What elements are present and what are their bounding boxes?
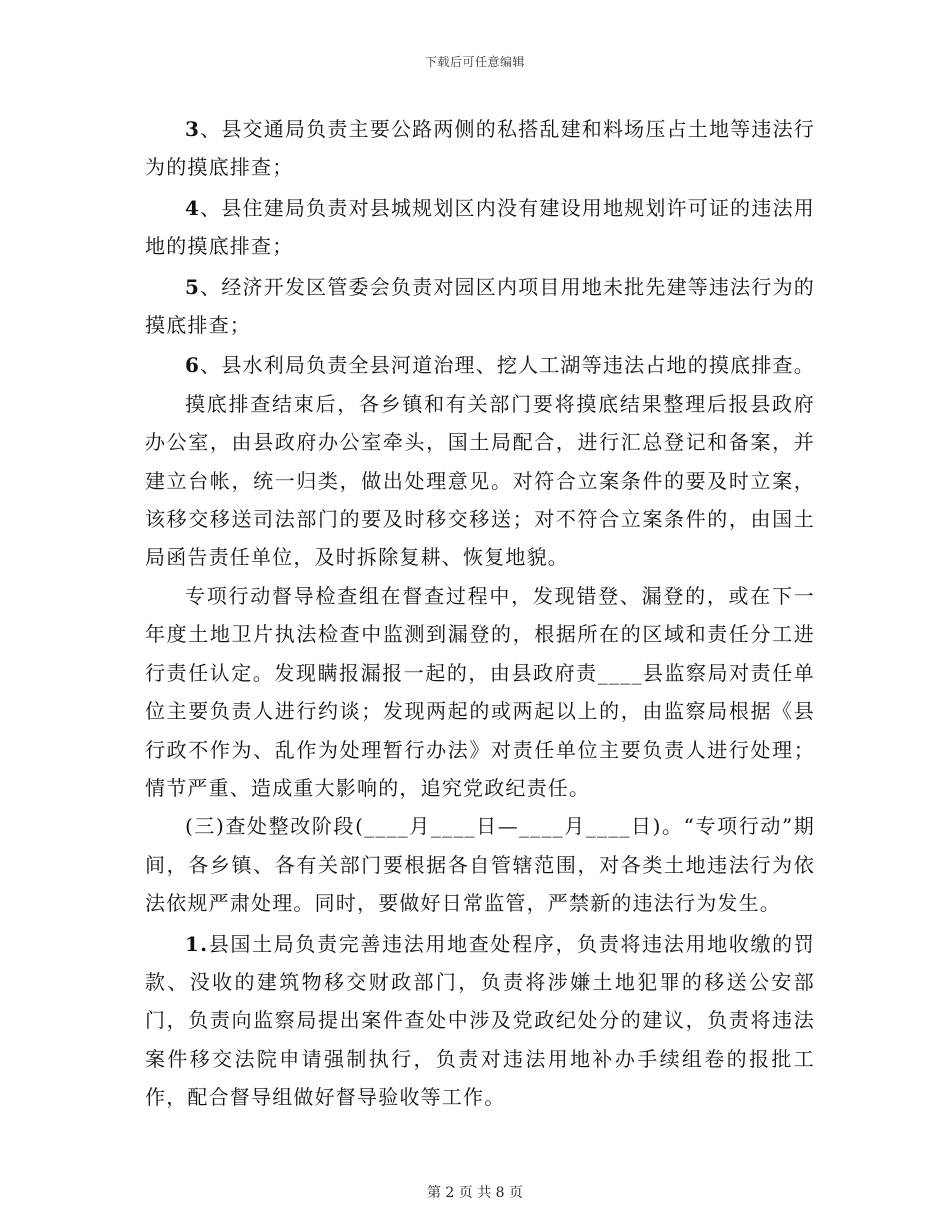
paragraph-text: 、县住建局负责对县城规划区内没有建设用地规划许可证的违法用地的摸底排查； (145, 195, 815, 259)
item-number: 4 (185, 195, 201, 220)
paragraph-item-5 (145, 268, 815, 345)
paragraph-text: 、县交通局负责主要公路两侧的私搭乱建和料场压占土地等违法行为的摸底排查； (145, 117, 815, 180)
item-number: 1. (185, 931, 209, 956)
paragraph-item-6 (145, 346, 815, 384)
item-number: 3 (185, 117, 201, 141)
paragraph-item-3 (145, 110, 815, 187)
paragraph-text: 摸底排查结束后，各乡镇和有关部门要将摸底结果整理后报县政府办公室，由县政府办公室牵头，国土局配合，进行汇总登记和备案，并建立台帐，统一归类，做出处理意见。对符合立案条件的要及时立案，该移交移送司法部门的要及时移交移送；对不符合立案条件的，由国土局函告责任单位，及时拆除复耕、恢复地貌。 (145, 391, 815, 570)
item-number: 5 (185, 274, 201, 299)
paragraph-supervision (145, 577, 815, 807)
paragraph-item-4 (145, 189, 815, 266)
paragraph-text: (三)查处整改阶段(____月____日—____月____日)。“专项行动”期间，各乡镇、各有关部门要根据各自管辖范围，对各类土地违法行为依法依规严肃处理。同时，要做好日常监管，严禁新的违法行为发生。 (145, 814, 815, 916)
paragraph-rectification-stage (145, 807, 815, 922)
item-number: 6 (185, 353, 201, 378)
paragraph-text: 县国土局负责完善违法用地查处程序，负责将违法用地收缴的罚款、没收的建筑物移交财政部门，负责将涉嫌土地犯罪的移送公安部门，负责向监察局提出案件查处中涉及党政纪处分的建议，负责将违法案件移交法院申请强制执行，负责对违法用地补办手续组卷的报批工作，配合督导组做好督导验收等工作。 (145, 931, 815, 1110)
paragraph-text: 专项行动督导检查组在督查过程中，发现错登、漏登的，或在下一年度土地卫片执法检查中监测到漏登的，根据所在的区域和责任分工进行责任认定。发现瞒报漏报一起的，由县政府责____县监察局对责任单位主要负责人进行约谈；发现两起的或两起以上的，由监察局根据《县行政不作为、乱作为处理暂行办法》对责任单位主要负责人进行处理；情节严重、造成重大影响的，追究党政纪责任。 (145, 583, 815, 800)
page-header: 下载后可任意编辑 (424, 55, 525, 69)
paragraph-summary (145, 385, 815, 577)
paragraph-text: 、县水利局负责全县河道治理、挖人工湖等违法占地的摸底排查。 (200, 353, 815, 378)
page-footer: 第 2 页 共 8 页 (426, 1185, 524, 1201)
paragraph-item-1 (145, 925, 815, 1117)
paragraph-text: 、经济开发区管委会负责对园区内项目用地未批先建等违法行为的摸底排查； (145, 274, 815, 338)
document-body (145, 110, 815, 1117)
